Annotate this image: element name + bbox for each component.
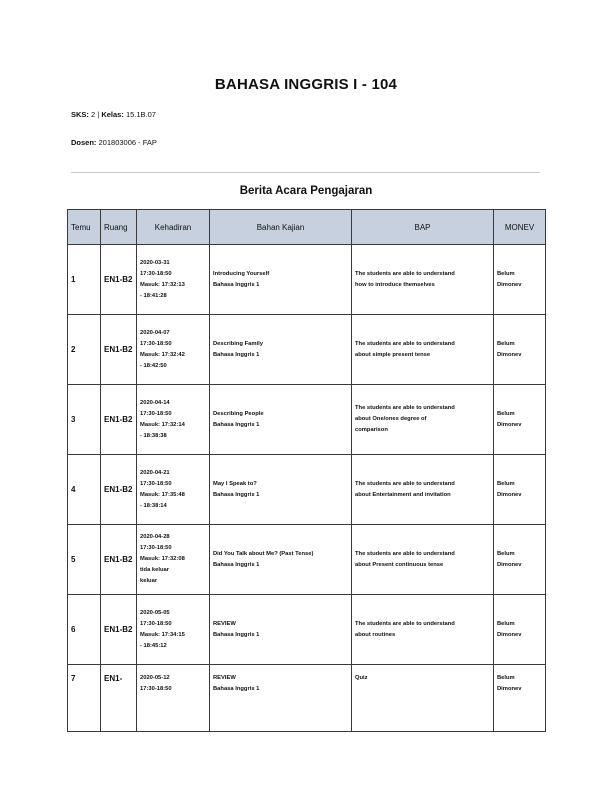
monev-status-line: Dimonev [497, 561, 522, 568]
kelas-value: 15.1B.07 [125, 110, 156, 119]
monev-status-line: Dimonev [497, 351, 522, 358]
column-header-bahan-kajian: Bahan Kajian [210, 210, 352, 245]
room-code: EN1- [104, 674, 123, 683]
attendance-line: 17:30-18:50 [140, 620, 172, 627]
cell-ruang [101, 245, 137, 315]
bap-line: The students are able to understand [355, 340, 455, 347]
topic-line: Bahasa Inggris 1 [213, 561, 260, 568]
dosen-value: 201803006 - FAP [98, 138, 157, 147]
room-code: EN1-B2 [104, 415, 133, 424]
meeting-number: 6 [71, 625, 76, 634]
monev-status-line: Dimonev [497, 686, 522, 692]
room-code: EN1-B2 [104, 485, 133, 494]
bap-line: how to introduce themselves [355, 281, 435, 288]
attendance-line: 2020-03-31 [140, 259, 170, 266]
table-row [68, 595, 546, 665]
cell-temu [68, 245, 101, 315]
topic-line: Bahasa Inggris 1 [213, 351, 260, 358]
cell-bap [352, 385, 494, 455]
cell-bap [352, 595, 494, 665]
cell-temu [68, 665, 101, 732]
attendance-line: 2020-05-12 [140, 675, 170, 681]
course-meta [71, 110, 156, 119]
cell-kehadiran [137, 385, 210, 455]
monev-status-line: Belum [497, 270, 515, 277]
meeting-number: 5 [71, 555, 76, 564]
lecturer-meta [71, 138, 157, 147]
cell-monev [494, 315, 546, 385]
attendance-line: 2020-05-05 [140, 609, 170, 616]
bap-line: The students are able to understand [355, 405, 455, 411]
cell-kehadiran [137, 245, 210, 315]
monev-status-line: Belum [497, 480, 515, 487]
bap-line: The students are able to understand [355, 550, 455, 557]
cell-monev [494, 665, 546, 732]
monev-status-line: Belum [497, 620, 515, 627]
column-header-ruang: Ruang [101, 210, 137, 245]
cell-monev [494, 455, 546, 525]
attendance-line: tida keluar [140, 567, 169, 573]
cell-temu [68, 595, 101, 665]
attendance-line: 2020-04-07 [140, 329, 170, 336]
meeting-number: 2 [71, 345, 76, 354]
monev-status-line: Belum [497, 340, 515, 347]
column-header-monev: MONEV [494, 210, 546, 245]
bap-line: about Present continuous tense [355, 561, 444, 568]
table-row [68, 245, 546, 315]
column-header-temu: Temu [68, 210, 101, 245]
divider [71, 172, 540, 173]
attendance-line: - 18:38:14 [140, 502, 167, 509]
attendance-line: 17:30-18:50 [140, 270, 172, 277]
monev-status-line: Belum [497, 550, 515, 557]
table-row [68, 525, 546, 595]
attendance-line: 2020-04-28 [140, 534, 170, 540]
cell-monev [494, 595, 546, 665]
table-row [68, 385, 546, 455]
teaching-report-table [67, 209, 546, 732]
cell-ruang [101, 385, 137, 455]
attendance-line: keluar [140, 578, 158, 584]
cell-bap [352, 245, 494, 315]
cell-kehadiran [137, 455, 210, 525]
cell-kehadiran [137, 665, 210, 732]
monev-status-line: Belum [497, 675, 515, 681]
topic-line: Introducing Yourself [213, 270, 270, 277]
attendance-line: - 18:42:50 [140, 362, 167, 369]
cell-bahan-kajian [210, 595, 352, 665]
bap-line: The students are able to understand [355, 480, 455, 487]
cell-ruang [101, 665, 137, 732]
table-header-row [68, 210, 546, 245]
table-row [68, 665, 546, 732]
attendance-line: - 18:38:38 [140, 432, 167, 439]
monev-status-line: Dimonev [497, 491, 522, 498]
attendance-line: 17:30-18:50 [140, 480, 172, 487]
topic-line: REVIEW [213, 675, 236, 681]
cell-temu [68, 525, 101, 595]
cell-bahan-kajian [210, 455, 352, 525]
cell-temu [68, 385, 101, 455]
sks-label: SKS: [71, 110, 89, 119]
topic-line: Bahasa Inggris 1 [213, 686, 260, 692]
cell-ruang [101, 315, 137, 385]
topic-line: Bahasa Inggris 1 [213, 631, 260, 638]
bap-line: about Entertainment and invitation [355, 491, 451, 498]
cell-monev [494, 525, 546, 595]
topic-line: Did You Talk about Me? (Past Tense) [213, 550, 314, 557]
topic-line: Describing People [213, 410, 264, 417]
bap-line: about One/ones degree of [355, 416, 427, 422]
topic-line: Bahasa Inggris 1 [213, 491, 260, 498]
table-row [68, 455, 546, 525]
attendance-line: Masuk: 17:32:08 [140, 556, 185, 562]
bap-line: The students are able to understand [355, 270, 455, 277]
cell-ruang [101, 525, 137, 595]
cell-bap [352, 665, 494, 732]
meeting-number: 1 [71, 275, 76, 284]
cell-monev [494, 385, 546, 455]
monev-status-line: Dimonev [497, 281, 522, 288]
attendance-line: 17:30-18:50 [140, 686, 172, 692]
cell-bahan-kajian [210, 315, 352, 385]
cell-temu [68, 455, 101, 525]
attendance-line: 17:30-18:50 [140, 340, 172, 347]
topic-line: REVIEW [213, 620, 236, 627]
topic-line: Bahasa Inggris 1 [213, 421, 260, 428]
bap-line: Quiz [355, 675, 368, 681]
kelas-label: Kelas: [101, 110, 124, 119]
topic-line: Describing Family [213, 340, 263, 347]
attendance-line: Masuk: 17:32:42 [140, 351, 185, 358]
cell-bap [352, 455, 494, 525]
attendance-line: - 18:41:28 [140, 292, 167, 299]
dosen-label: Dosen: [71, 138, 97, 147]
cell-bahan-kajian [210, 525, 352, 595]
monev-status-line: Dimonev [497, 421, 522, 428]
cell-bap [352, 525, 494, 595]
attendance-line: Masuk: 17:34:15 [140, 631, 185, 638]
room-code: EN1-B2 [104, 555, 133, 564]
cell-bahan-kajian [210, 385, 352, 455]
sks-value: 2 [91, 110, 96, 119]
room-code: EN1-B2 [104, 275, 133, 284]
page-title: BAHASA INGGRIS I - 104 [214, 76, 398, 93]
meeting-number: 7 [71, 674, 76, 683]
cell-temu [68, 315, 101, 385]
cell-ruang [101, 595, 137, 665]
room-code: EN1-B2 [104, 625, 133, 634]
cell-ruang [101, 455, 137, 525]
section-title: Berita Acara Pengajaran [239, 185, 373, 197]
monev-status-line: Belum [497, 410, 515, 417]
attendance-line: 2020-04-21 [140, 469, 170, 476]
attendance-line: - 18:45:12 [140, 642, 167, 649]
bap-line: about routines [355, 631, 396, 638]
room-code: EN1-B2 [104, 345, 133, 354]
attendance-line: Masuk: 17:32:13 [140, 281, 185, 288]
cell-kehadiran [137, 525, 210, 595]
attendance-line: Masuk: 17:32:14 [140, 421, 185, 428]
attendance-line: 2020-04-14 [140, 399, 170, 406]
column-header-bap: BAP [352, 210, 494, 245]
cell-bahan-kajian [210, 245, 352, 315]
cell-kehadiran [137, 595, 210, 665]
bap-line: about simple present tense [355, 351, 431, 358]
cell-monev [494, 245, 546, 315]
meta-separator: | [97, 110, 100, 119]
monev-status-line: Dimonev [497, 631, 522, 638]
cell-kehadiran [137, 315, 210, 385]
topic-line: Bahasa Inggris 1 [213, 281, 260, 288]
attendance-line: 17:30-18:50 [140, 545, 172, 551]
cell-bahan-kajian [210, 665, 352, 732]
table-row [68, 315, 546, 385]
meeting-number: 3 [71, 415, 76, 424]
topic-line: May I Speak to? [213, 480, 257, 487]
meeting-number: 4 [71, 485, 76, 494]
attendance-line: 17:30-18:50 [140, 410, 172, 417]
attendance-line: Masuk: 17:35:48 [140, 491, 185, 498]
bap-line: comparison [355, 427, 388, 433]
bap-line: The students are able to understand [355, 620, 455, 627]
cell-bap [352, 315, 494, 385]
column-header-kehadiran: Kehadiran [137, 210, 210, 245]
